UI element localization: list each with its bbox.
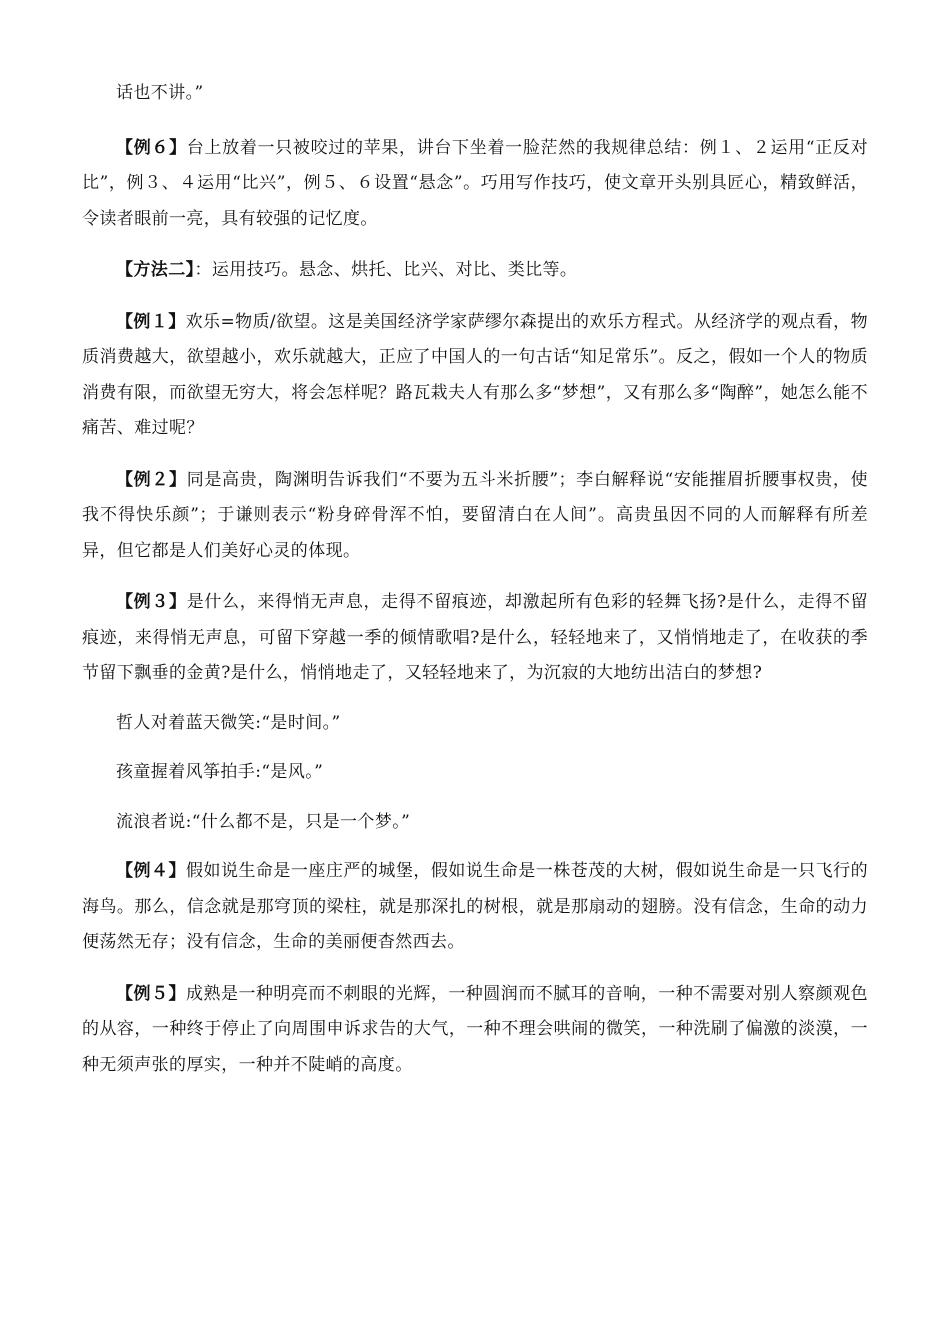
paragraph-text: 流浪者说:“什么都不是，只是一个梦。” — [116, 811, 411, 832]
paragraph-example-5 — [82, 977, 868, 1084]
paragraph-text: 话也不讲。” — [116, 83, 204, 103]
paragraph-example-3 — [82, 585, 868, 692]
paragraph-text: ：运用技巧。悬念、烘托、比兴、对比、类比等。 — [194, 260, 578, 280]
paragraph-text: 同是高贵，陶渊明告诉我们“不要为五斗米折腰”；李白解释说“安能摧眉折腰事权贵，使我不得快乐颜”；于谦则表示“粉身碎骨浑不怕，要留清白在人间”。高贵虽因不同的人而解释有所差异，但它都是人们美好心灵的体现。 — [82, 469, 868, 561]
paragraph-example-4 — [82, 854, 868, 961]
paragraph-text: 哲人对着蓝天微笑:“是时间。” — [116, 712, 341, 733]
example-label: 【例３】 — [116, 592, 187, 612]
example-label: 【例２】 — [116, 469, 187, 490]
example-label: 【例６】 — [116, 137, 187, 158]
paragraph-example-2 — [82, 463, 868, 570]
example-label: 【例５】 — [116, 983, 186, 1004]
paragraph-example-6 — [82, 131, 868, 238]
paragraph-text: 欢乐=物质/欲望。这是美国经济学家萨缪尔森提出的欢乐方程式。从经济学的观点看，物质消费越大，欲望越小，欢乐就越大，正应了中国人的一句古话“知足常乐”。反之，假如一个人的物质消费有限，而欲望无穷大，将会怎样呢？路瓦栽夫人有那么多“梦想”，又有那么多“陶醉”，她怎么能不痛苦、难过呢？ — [82, 311, 868, 438]
paragraph-text: 是什么，来得悄无声息，走得不留痕迹，却激起所有色彩的轻舞飞扬?是什么，走得不留痕迹，来得悄无声息，可留下穿越一季的倾情歌唱?是什么，轻轻地来了，又悄悄地走了，在收获的季节留下飘垂的金黄?是什么，悄悄地走了，又轻轻地来了，为沉寂的大地纺出洁白的梦想? — [82, 592, 868, 683]
paragraph-text: 假如说生命是一座庄严的城堡，假如说生命是一株苍茂的大树，假如说生命是一只飞行的海鸟。那么，信念就是那穹顶的梁柱，就是那深扎的树根，就是那扇动的翅膀。没有信念，生命的动力便荡然无存；没有信念，生命的美丽便杳然西去。 — [82, 861, 868, 952]
document-body — [82, 76, 868, 1102]
paragraph-text: 孩童握着风筝拍手:“是风。” — [116, 762, 324, 782]
paragraph-wanderer — [82, 805, 868, 841]
method-label: 【方法二】 — [116, 260, 195, 280]
example-label: 【例４】 — [116, 861, 186, 881]
paragraph-philosopher — [82, 706, 868, 742]
paragraph-method-2 — [82, 253, 868, 289]
paragraph-child — [82, 755, 868, 791]
example-label: 【例１】 — [116, 311, 186, 332]
paragraph-example-1 — [82, 305, 868, 447]
paragraph-text: 成熟是一种明亮而不刺眼的光辉，一种圆润而不腻耳的音响，一种不需要对别人察颜观色的从容，一种终于停止了向周围申诉求告的大气，一种不理会哄闹的微笑，一种洗刷了偏激的淡漠，一种无须声张的厚实，一种并不陡峭的高度。 — [82, 983, 868, 1075]
paragraph-text: 台上放着一只被咬过的苹果，讲台下坐着一脸茫然的我规律总结：例１、２运用“正反对比”，例３、４运用“比兴”，例５、６设置“悬念”。巧用写作技巧，使文章开头别具匠心，精致鲜活，令读者眼前一亮，具有较强的记忆度。 — [82, 137, 868, 229]
paragraph-continuation — [82, 76, 868, 112]
